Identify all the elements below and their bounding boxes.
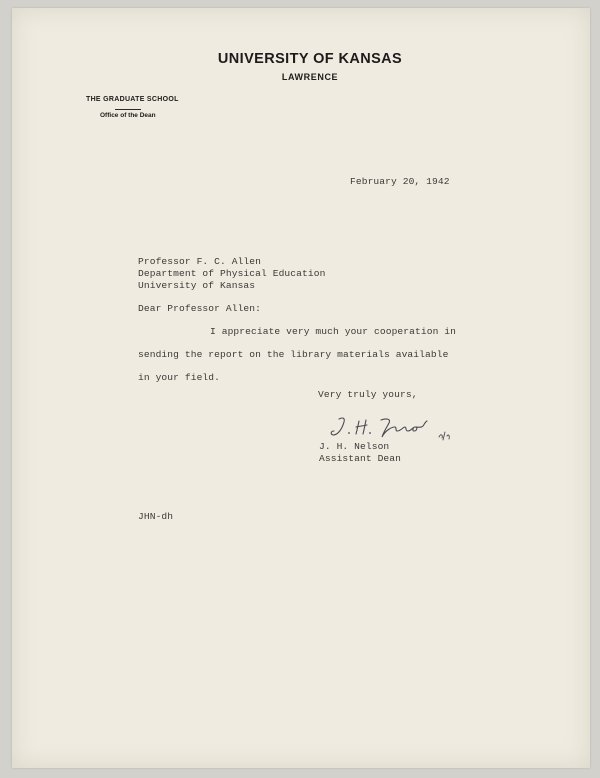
salutation: Dear Professor Allen:: [138, 303, 262, 314]
handwritten-signature: [329, 413, 459, 443]
body-line-1: I appreciate very much your cooperation in: [210, 326, 457, 337]
letter-paper: [12, 8, 590, 768]
letter-date: February 20, 1942: [350, 176, 450, 187]
recipient-name: Professor F. C. Allen: [138, 256, 262, 267]
recipient-institution: University of Kansas: [138, 280, 256, 291]
letterhead-school: THE GRADUATE SCHOOL: [86, 96, 179, 103]
signer-title: Assistant Dean: [319, 453, 402, 464]
letterhead-divider: [115, 109, 141, 110]
body-line-2: sending the report on the library materials available: [138, 349, 449, 360]
recipient-department: Department of Physical Education: [138, 268, 326, 279]
letterhead-city: LAWRENCE: [281, 72, 339, 82]
letterhead-university: UNIVERSITY OF KANSAS: [217, 51, 403, 67]
signer-name: J. H. Nelson: [319, 441, 390, 452]
closing: Very truly yours,: [318, 389, 418, 400]
letterhead-office: Office of the Dean: [100, 112, 156, 119]
body-line-3: in your field.: [138, 372, 221, 383]
reference-initials: JHN-dh: [138, 511, 174, 522]
